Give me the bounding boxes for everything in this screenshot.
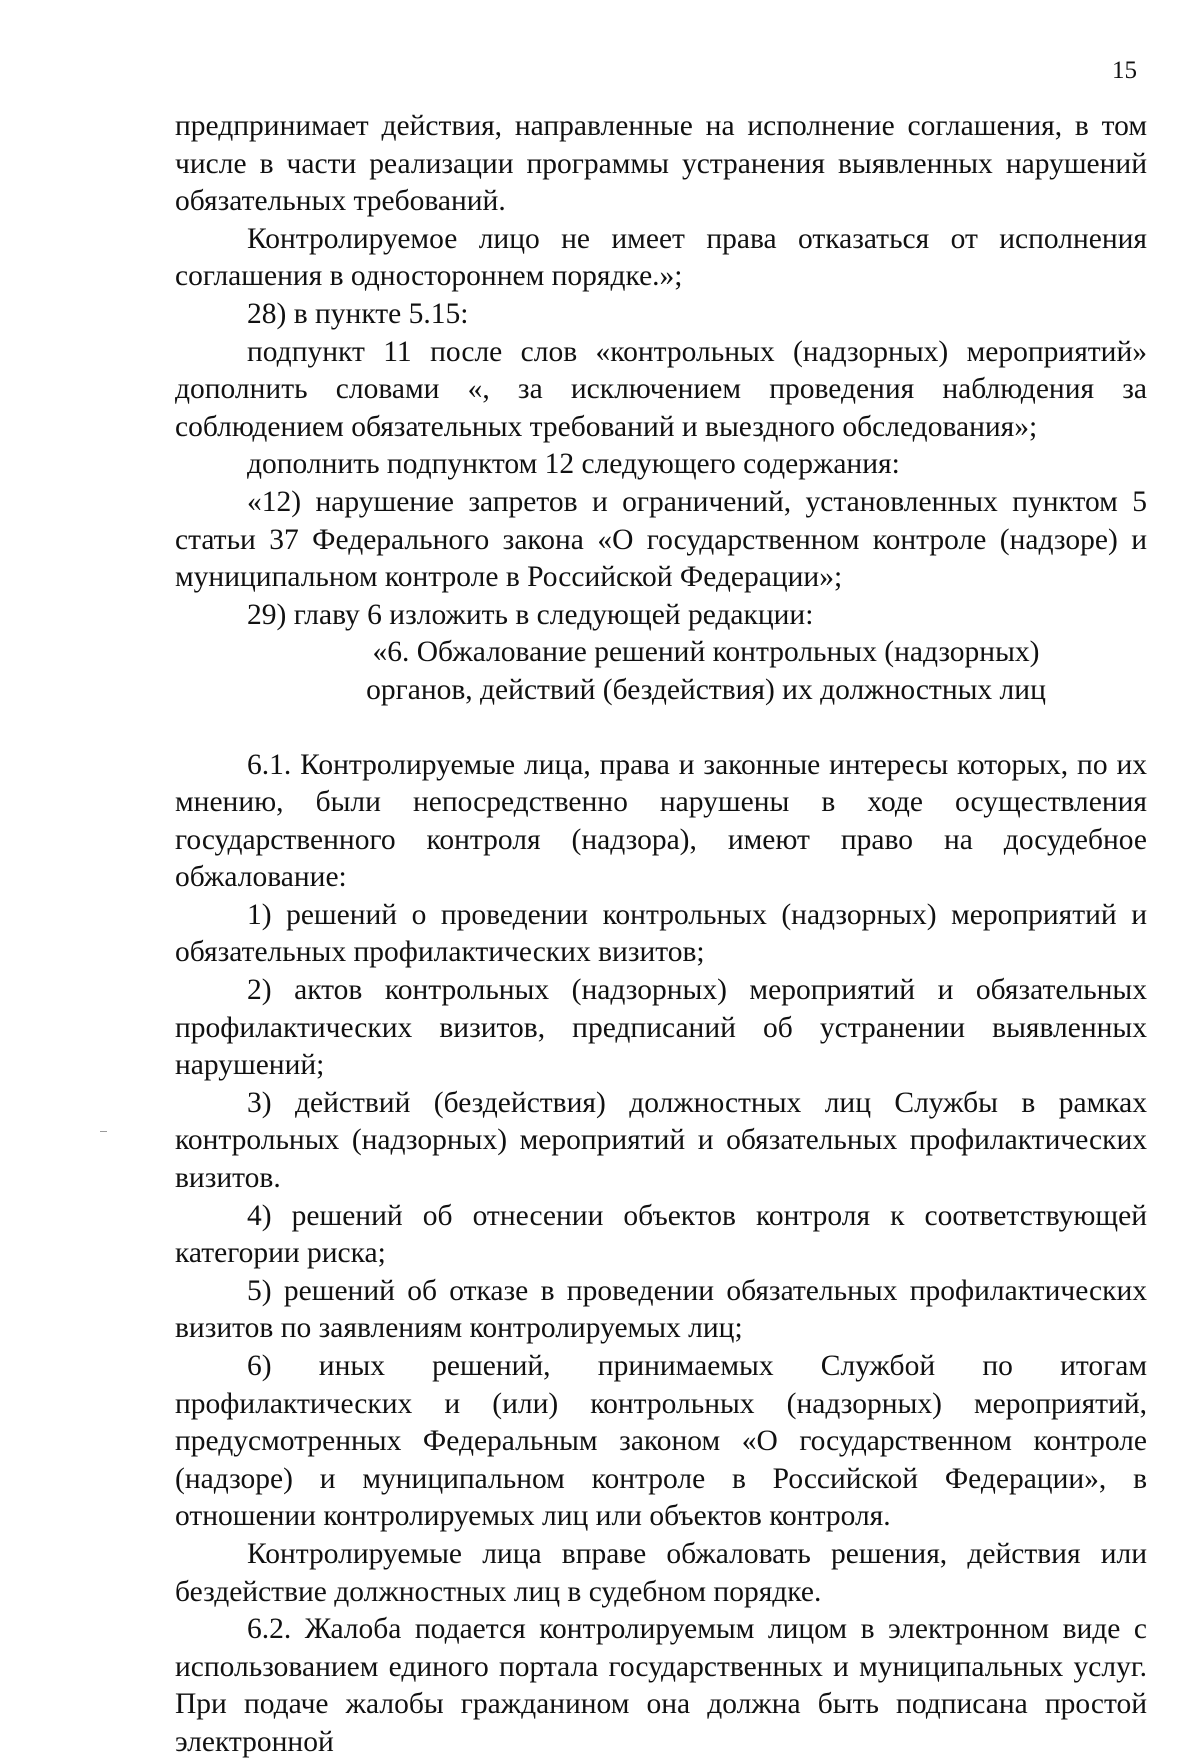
paragraph-item-28: 28) в пункте 5.15: (247, 297, 469, 330)
document-body (175, 108, 1147, 1762)
list-item-5: 5) решений об отказе в проведении обязательных профилактических визитов по заявлениям контролируемых лиц; (175, 1274, 1147, 1345)
list-item-1: 1) решений о проведении контрольных (надзорных) мероприятий и обязательных профилактических визитов; (175, 898, 1147, 969)
heading-line-2: органов, действий (бездействия) их должностных лиц (366, 673, 1046, 706)
paragraph-6-1: 6.1. Контролируемые лица, права и законные интересы которых, по их мнению, были непосредственно нарушены в ходе осуществления государственного контроля (надзора), имеют право на досудебное обжалование: (175, 748, 1147, 894)
paragraph-6-2: 6.2. Жалоба подается контролируемым лицом в электронном виде с использованием единого портала государственных и муниципальных услуг. При подаче жалобы гражданином она должна быть подписана простой электронной (175, 1613, 1147, 1758)
paragraph-refusal-clause: Контролируемое лицо не имеет права отказаться от исполнения соглашения в одностороннем порядке.»; (175, 222, 1147, 293)
page-number: 15 (1112, 57, 1137, 84)
paragraph-continuation: предпринимает действия, направленные на исполнение соглашения, в том числе в части реализации программы устранения выявленных нарушений обязательных требований. (175, 110, 1147, 218)
paragraph-judicial-appeal: Контролируемые лица вправе обжаловать решения, действия или бездействие должностных лиц в судебном порядке. (175, 1537, 1147, 1608)
paragraph-add-subitem-12: дополнить подпунктом 12 следующего содержания: (247, 448, 900, 481)
scan-artifact (100, 1131, 107, 1132)
paragraph-item-29: 29) главу 6 изложить в следующей редакции: (247, 598, 814, 631)
list-item-4: 4) решений об отнесении объектов контроля к соответствующей категории риска; (175, 1199, 1147, 1270)
list-item-6: 6) иных решений, принимаемых Службой по итогам профилактических и (или) контрольных (надзорных) мероприятий, предусмотренных Федеральным законом «О государственном контроле (надзоре) и муниципальном контроле в Российской Федерации», в отношении контролируемых лиц или объектов контроля. (175, 1350, 1147, 1533)
heading-line-1: «6. Обжалование решений контрольных (надзорных) (372, 636, 1040, 669)
chapter-6-heading (175, 634, 1147, 709)
list-item-2: 2) актов контрольных (надзорных) мероприятий и обязательных профилактических визитов, предписаний об устранении выявленных нарушений; (175, 974, 1147, 1082)
paragraph-subitem-11: подпункт 11 после слов «контрольных (надзорных) мероприятий» дополнить словами «, за исключением проведения наблюдения за соблюдением обязательных требований и выездного обследования»; (175, 335, 1147, 443)
list-item-3: 3) действий (бездействия) должностных лиц Службы в рамках контрольных (надзорных) мероприятий и обязательных профилактических визитов. (175, 1086, 1147, 1195)
paragraph-subitem-12-text: «12) нарушение запретов и ограничений, установленных пунктом 5 статьи 37 Федерального закона «О государственном контроле (надзоре) и муниципальном контроле в Российской Федерации»; (175, 485, 1147, 594)
